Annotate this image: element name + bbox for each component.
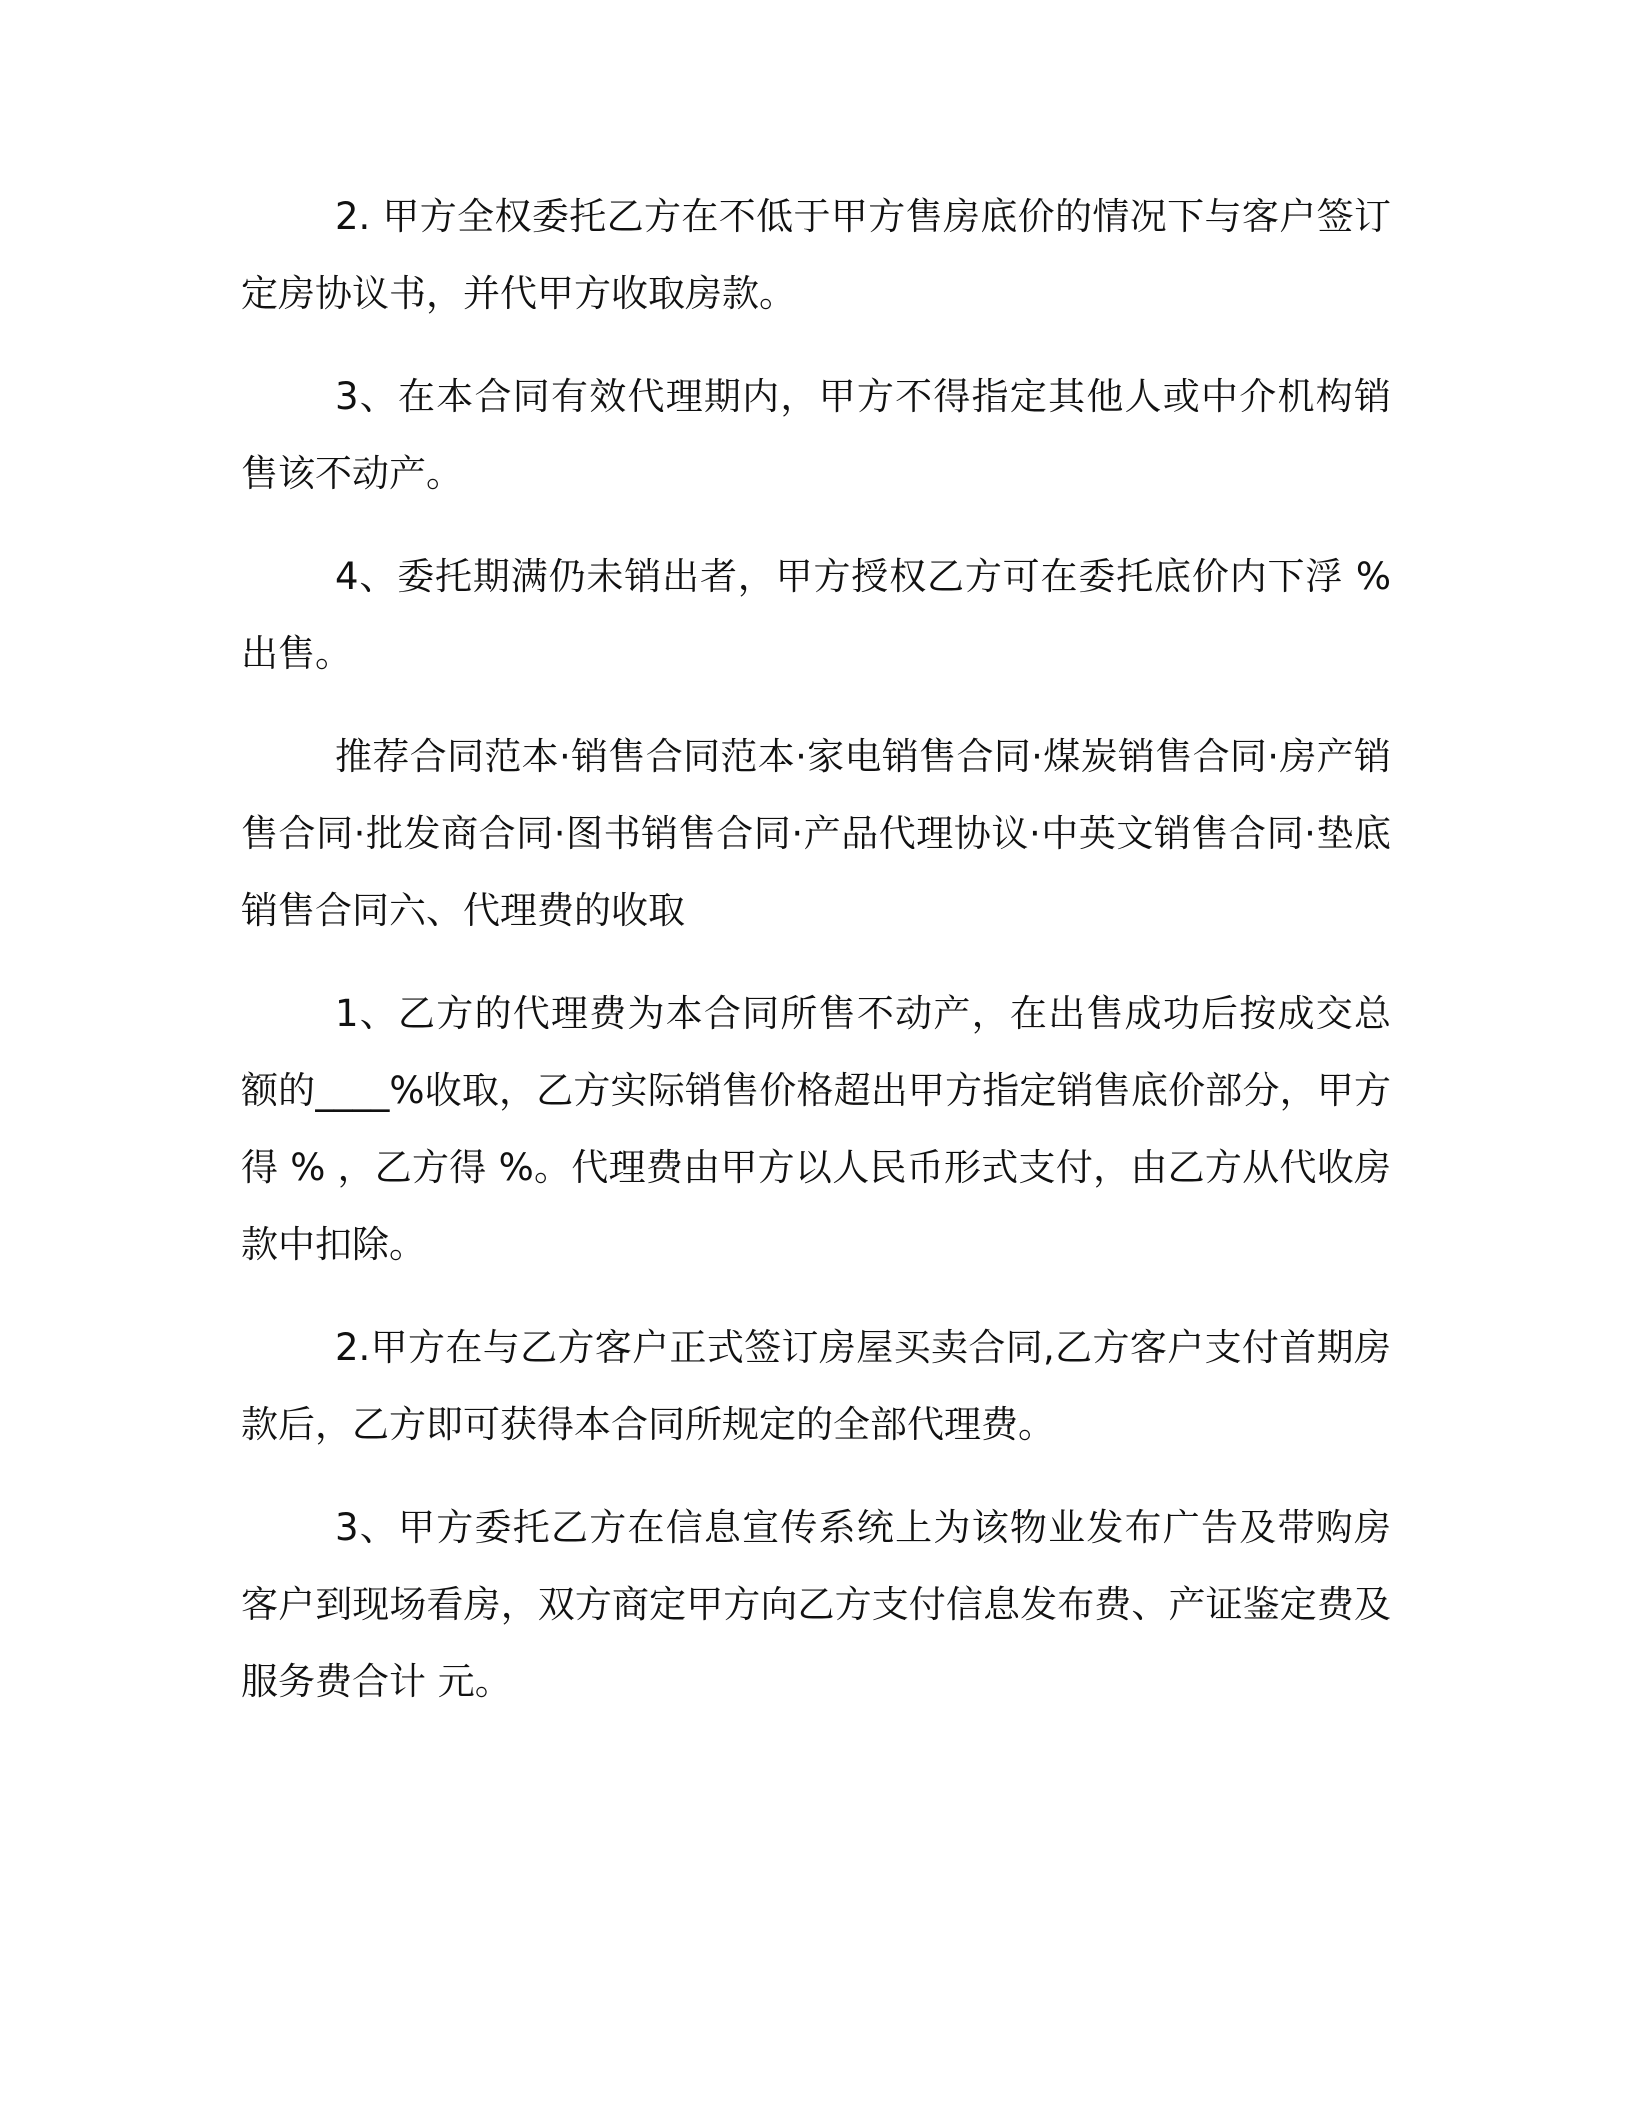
paragraph-fee-clause-1: 1、乙方的代理费为本合同所售不动产，在出售成功后按成交总额的____%收取，乙方实际销售价格超出甲方指定销售底价部分，甲方得 % ，乙方得 %。代理费由甲方以人民币形式支付，由乙方从代收房款中扣除。 (241, 992, 1391, 1266)
paragraph-recommended-templates: 推荐合同范本·销售合同范本·家电销售合同·煤炭销售合同·房产销售合同·批发商合同·图书销售合同·产品代理协议·中英文销售合同·垫底销售合同六、代理费的收取 (241, 735, 1391, 932)
paragraph-clause-2-authorization: 2. 甲方全权委托乙方在不低于甲方售房底价的情况下与客户签订定房协议书，并代甲方收取房款。 (241, 195, 1391, 315)
paragraph-fee-clause-2: 2.甲方在与乙方客户正式签订房屋买卖合同,乙方客户支付首期房款后，乙方即可获得本合同所规定的全部代理费。 (241, 1326, 1391, 1446)
document-body (241, 178, 1391, 1746)
paragraph-clause-3-exclusive-agency: 3、在本合同有效代理期内，甲方不得指定其他人或中介机构销售该不动产。 (241, 375, 1391, 495)
paragraph-clause-4-price-adjustment: 4、委托期满仍未销出者，甲方授权乙方可在委托底价内下浮 % 出售。 (241, 555, 1391, 675)
paragraph-fee-clause-3: 3、甲方委托乙方在信息宣传系统上为该物业发布广告及带购房客户到现场看房，双方商定甲方向乙方支付信息发布费、产证鉴定费及服务费合计 元。 (241, 1506, 1391, 1703)
